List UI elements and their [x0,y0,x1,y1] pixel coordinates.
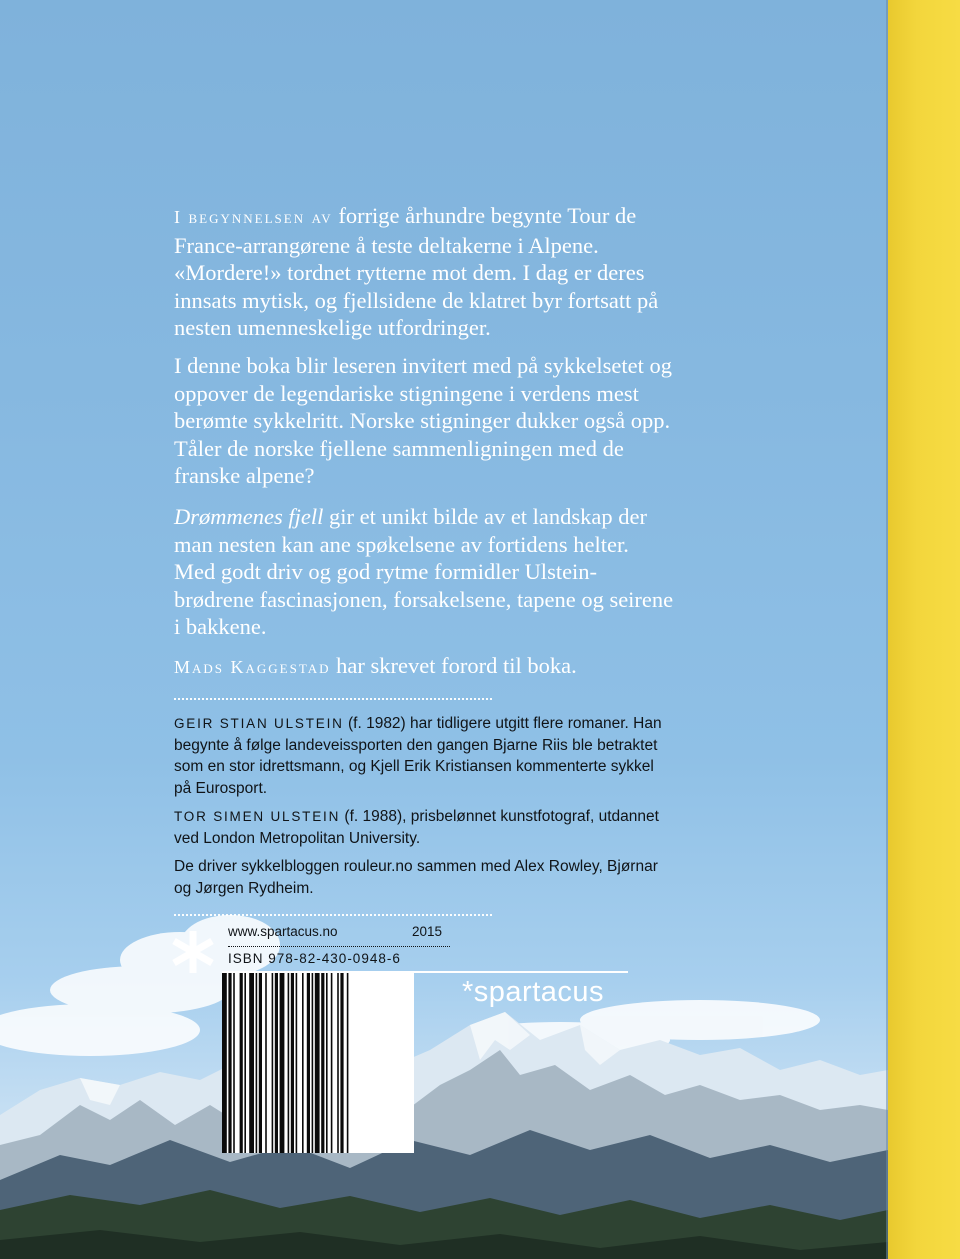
barcode-bar [347,973,349,1153]
spartacus-logo: *spartacus [462,976,605,1008]
blurb-paragraph-4 [174,652,674,682]
divider-dotted-1 [174,698,492,700]
barcode-bar [256,973,258,1153]
barcode-bar [222,973,227,1153]
divider-dotted-2 [174,914,492,916]
barcode-bar [233,973,235,1153]
barcode-bar [291,973,294,1153]
mountain-landscape [0,900,888,1259]
blurb-paragraph-1 [174,202,674,342]
barcode-bar [296,973,298,1153]
barcode-bar [302,973,304,1153]
barcode-bar [340,973,343,1153]
barcode-bar [240,973,243,1153]
isbn-number: ISBN 978-82-430-0948-6 [228,951,401,966]
barcode-bar [288,973,290,1153]
isbn-divider [228,946,450,947]
bio-geir [174,713,674,799]
publisher-website: www.spartacus.no [228,924,338,939]
book-title-italic: Drømmenes fjell [174,504,324,529]
barcode-bar [280,973,285,1153]
barcode-bar [337,973,339,1153]
blurb-paragraph-4-text: har skrevet forord til boka. [330,653,577,678]
barcode-bar [249,973,254,1153]
barcode-bar [321,973,324,1153]
publication-year: 2015 [412,924,443,939]
bio-blog: De driver sykkelbloggen rouleur.no sammen med Alex Rowley, Bjørnar og Jørgen Rydheim. [174,858,658,897]
blurb-lead-smallcaps: I begynnelsen av [174,207,333,227]
barcode [222,973,414,1153]
barcode-bar [307,973,310,1153]
barcode-bar [228,973,231,1153]
bio-tor-text: (f. 1988), prisbelønnet kunstfotograf, utdannet ved London Metropolitan University. [174,808,659,847]
blurb-paragraph-1-text: forrige århundre begynte Tour de France-arrangørene å teste deltakerne i Alpene. «Mordere!» tordnet rytterne mot dem. I dag er deres innsats mytisk, og fjellsidene de klatret byr fortsatt på nesten umenneskelige utfordringer. [174,203,659,340]
asterisk-icon [170,929,216,975]
bio-tor [174,806,674,849]
blurb-paragraph-3 [174,503,674,641]
barcode-bar [265,973,267,1153]
barcode-bar [272,973,274,1153]
barcode-bar [244,973,246,1153]
barcode-bar [259,973,262,1153]
bio-geir-name: GEIR STIAN ULSTEIN [174,716,344,731]
bio-geir-text: (f. 1982) har tidligere utgitt flere romaner. Han begynte å følge landeveissporten den gangen Bjarne Riis ble betraktet som en stor idrettsmann, og Kjell Erik Kristiansen kommenterte sykkel på Eurosport. [174,715,662,797]
yellow-spine [888,0,960,1259]
barcode-bar [331,973,333,1153]
bio-tor-name: TOR SIMEN ULSTEIN [174,809,341,824]
barcode-bar [326,973,328,1153]
barcode-bar [312,973,314,1153]
foreword-author-smallcaps: Mads Kaggestad [174,657,331,677]
barcode-bar [275,973,278,1153]
blurb-paragraph-3-text: gir et unikt bilde av et landskap der man nesten kan ane spøkelsene av fortidens helter. Med godt driv og god rytme formidler Ulstein-brødrene fascinasjonen, forsakelsene, tapene og seirene i bakkene. [174,504,674,639]
barcode-bar [315,973,320,1153]
blurb-paragraph-2: I denne boka blir leseren invitert med på sykkelsetet og oppover de legendariske stigningene i verdens mest berømte sykkelritt. Norske stigninger dukker også opp. Tåler de norske fjellene sammenligningen med de franske alpene? [174,353,672,488]
